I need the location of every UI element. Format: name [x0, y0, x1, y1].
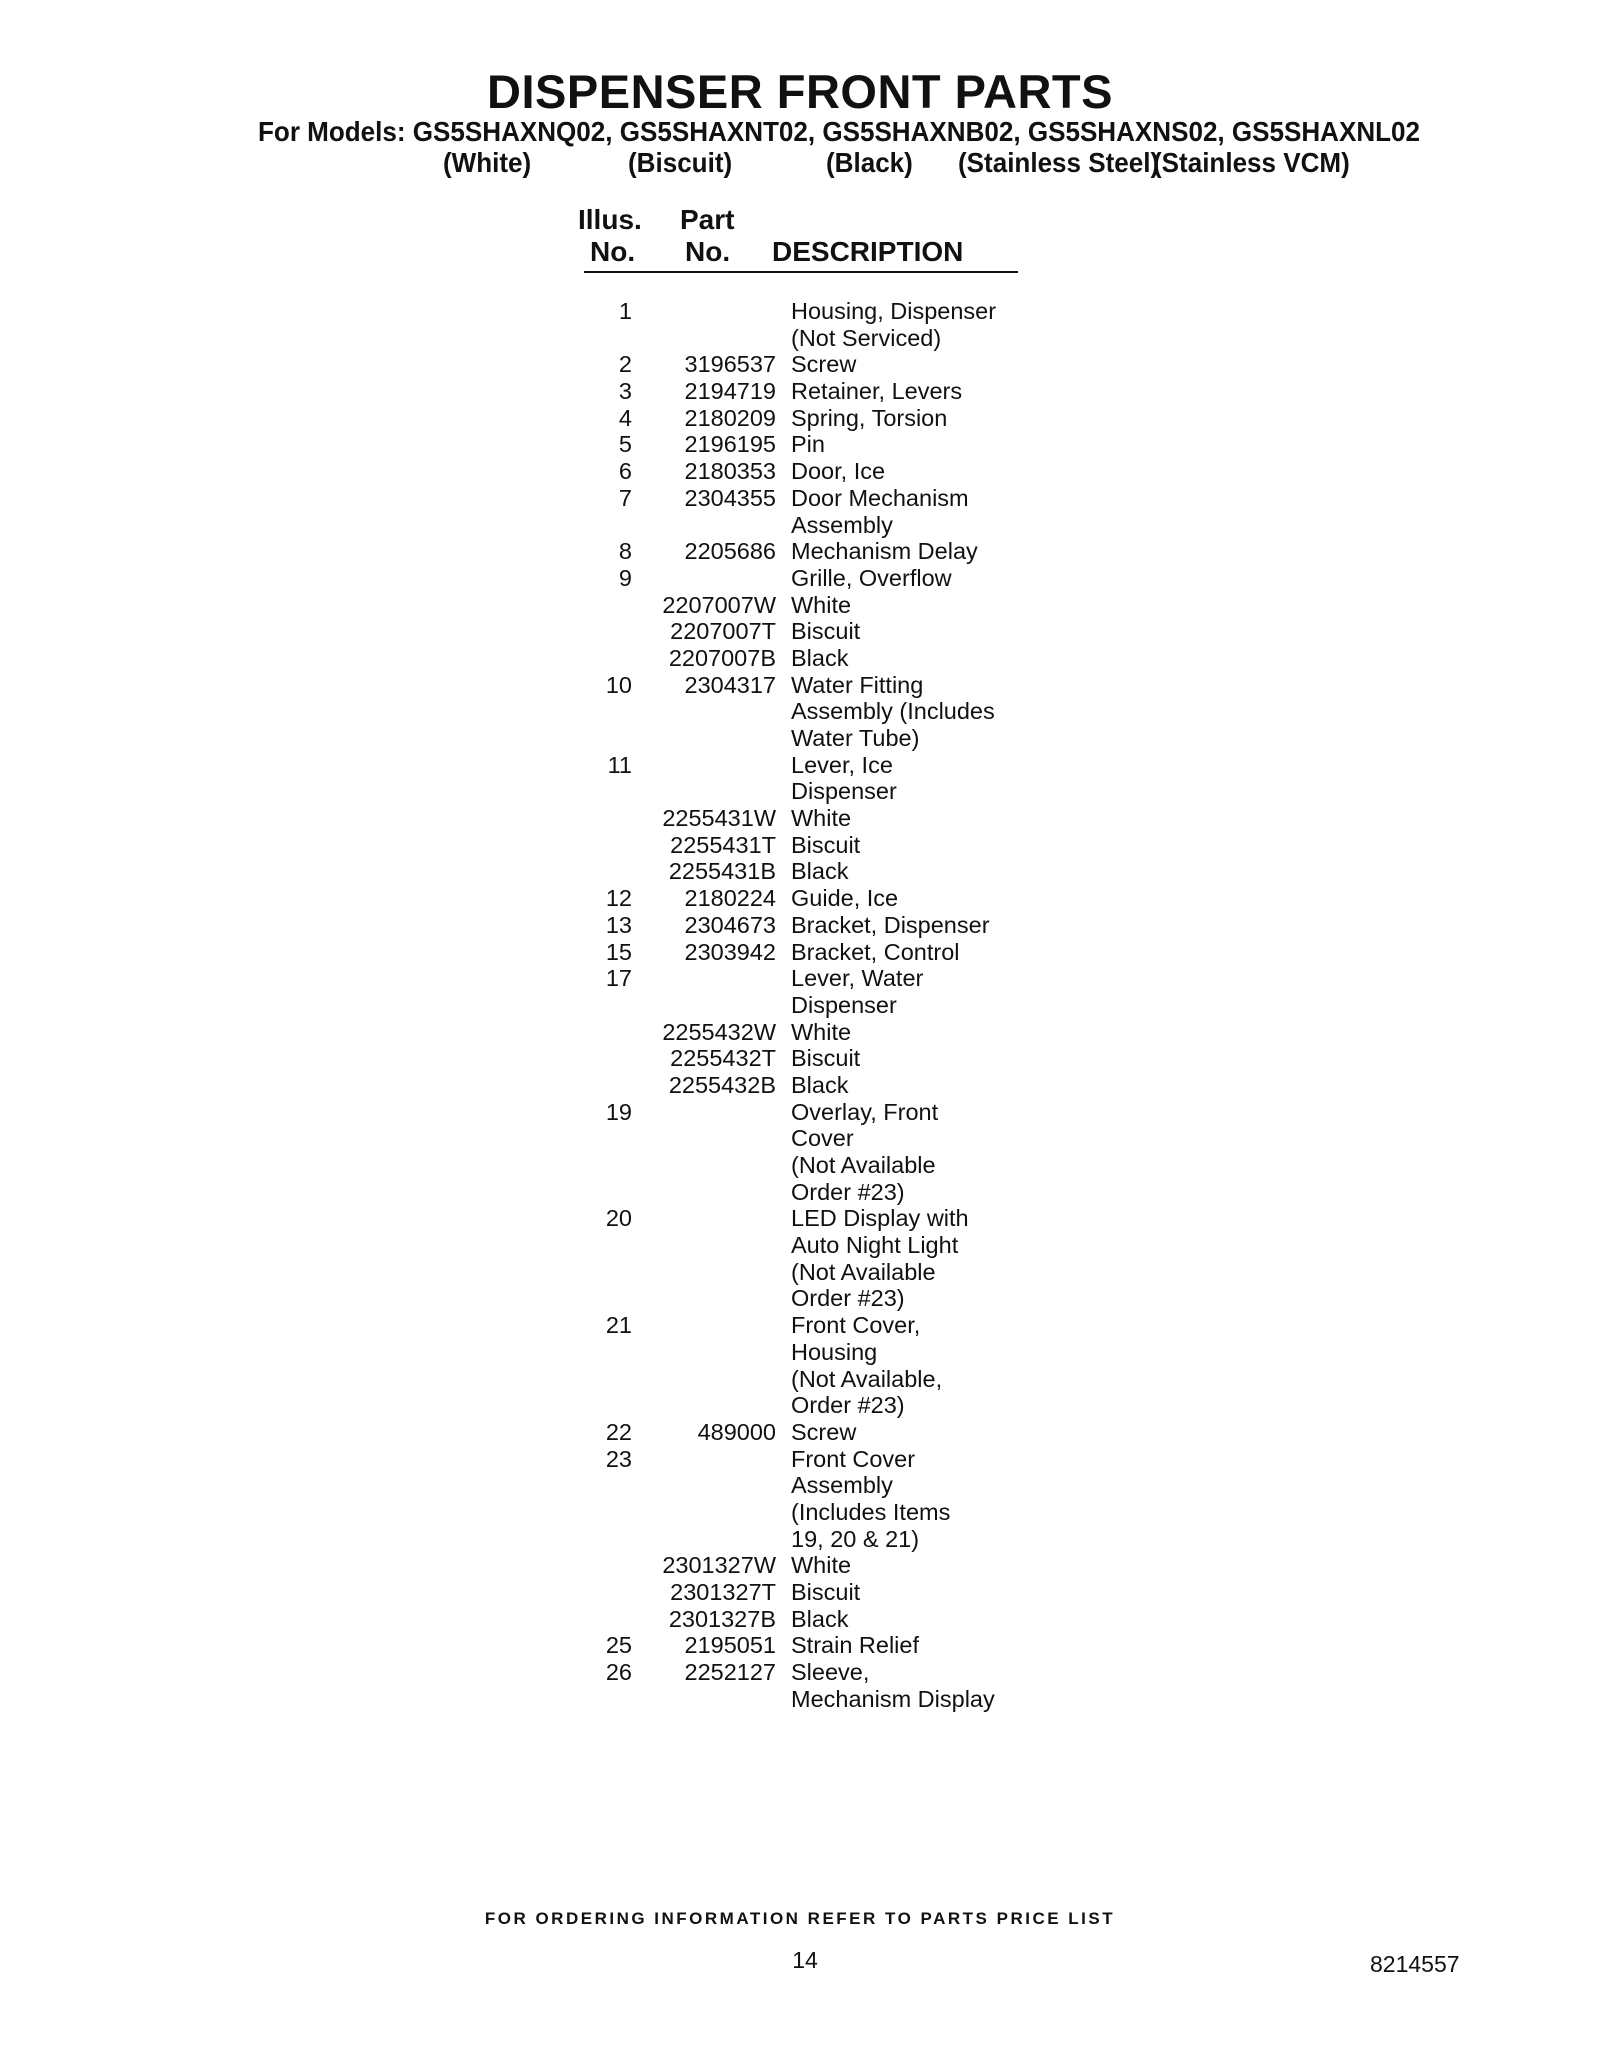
part-description: Biscuit — [791, 831, 861, 858]
part-description: White — [791, 591, 852, 618]
table-row — [0, 1072, 1600, 1099]
document-number: 8214557 — [1370, 1951, 1460, 1977]
table-row — [0, 1632, 1600, 1659]
table-row — [0, 1419, 1600, 1446]
part-description: Dispenser — [791, 991, 897, 1018]
part-description: Bracket, Dispenser — [791, 911, 990, 938]
table-row — [0, 325, 1600, 352]
table-row — [0, 618, 1600, 645]
part-description: (Not Available — [791, 1258, 936, 1285]
illus-number: 1 — [618, 298, 632, 324]
part-description: White — [791, 1018, 852, 1045]
header-description: DESCRIPTION — [772, 236, 964, 267]
variant-label: (Biscuit) — [628, 147, 733, 178]
part-description: Pin — [791, 431, 825, 458]
part-number: 2301327B — [668, 1605, 776, 1632]
part-description: Auto Night Light — [791, 1232, 959, 1259]
part-description: Lever, Ice — [791, 751, 893, 778]
part-description: (Includes Items — [791, 1498, 951, 1525]
illus-number: 3 — [618, 378, 632, 405]
part-number: 2205686 — [684, 538, 776, 565]
variant-label: (Black) — [826, 147, 913, 178]
table-row — [0, 1205, 1600, 1232]
table-row — [0, 405, 1600, 432]
part-number: 2304355 — [684, 484, 776, 511]
part-description: Front Cover, — [791, 1312, 921, 1339]
part-number: 2195051 — [684, 1632, 776, 1659]
illus-number: 2 — [618, 351, 632, 378]
table-row — [0, 698, 1600, 725]
part-description: Overlay, Front — [791, 1098, 939, 1125]
part-description: Guide, Ice — [791, 885, 899, 912]
table-row — [0, 1152, 1600, 1179]
part-number: 2304673 — [684, 911, 776, 938]
part-description: Bracket, Control — [791, 938, 960, 965]
variant-label: (Stainless VCM) — [1153, 147, 1350, 178]
table-row — [0, 752, 1600, 779]
table-row — [0, 725, 1600, 752]
part-description: Front Cover — [791, 1445, 916, 1472]
table-row — [0, 832, 1600, 859]
table-row — [0, 645, 1600, 672]
table-row — [0, 858, 1600, 885]
part-description: Dispenser — [791, 778, 897, 805]
header-divider — [584, 271, 1018, 273]
part-description: Biscuit — [791, 1045, 861, 1072]
part-description: Sleeve, — [791, 1659, 870, 1686]
table-row — [0, 592, 1600, 619]
part-description: Mechanism Delay — [791, 538, 978, 565]
parts-table — [0, 298, 1600, 1712]
part-description: Screw — [791, 351, 857, 378]
part-description: Housing, Dispenser — [791, 298, 997, 324]
part-description: Retainer, Levers — [791, 378, 963, 405]
part-description: Strain Relief — [791, 1632, 919, 1659]
header-part-no: No. — [685, 236, 731, 267]
illus-number: 11 — [607, 751, 632, 778]
table-row — [0, 1446, 1600, 1473]
part-description: (Not Serviced) — [791, 324, 942, 351]
part-number: 2196195 — [684, 431, 776, 458]
table-row — [0, 538, 1600, 565]
part-number: 2304317 — [684, 671, 776, 698]
table-row — [0, 1019, 1600, 1046]
part-number: 2255432T — [670, 1045, 776, 1072]
part-number: 2207007B — [668, 644, 776, 671]
header-illus-no: No. — [590, 236, 636, 267]
part-number: 2255432B — [668, 1071, 776, 1098]
part-description: Cover — [791, 1125, 854, 1152]
illus-number: 13 — [605, 911, 632, 938]
table-row — [0, 1099, 1600, 1126]
variant-label: (White) — [443, 147, 532, 178]
table-row — [0, 939, 1600, 966]
table-row — [0, 672, 1600, 699]
page-number: 14 — [792, 1947, 818, 1973]
table-row — [0, 778, 1600, 805]
part-number: 2255432W — [662, 1018, 776, 1045]
table-row — [0, 351, 1600, 378]
table-row — [0, 485, 1600, 512]
illus-number: 22 — [605, 1418, 632, 1445]
illus-number: 20 — [605, 1205, 632, 1232]
illus-number: 7 — [618, 484, 632, 511]
variant-label: (Stainless Steel) — [958, 147, 1160, 178]
illus-number: 25 — [605, 1632, 632, 1659]
illus-number: 8 — [618, 538, 632, 565]
table-row — [0, 885, 1600, 912]
part-description: Assembly (Includes — [791, 698, 995, 725]
part-description: Water Fitting — [791, 671, 924, 698]
part-description: Order #23) — [791, 1178, 905, 1205]
part-description: Order #23) — [791, 1285, 905, 1312]
illus-number: 19 — [605, 1098, 632, 1125]
part-description: White — [791, 805, 852, 832]
table-row — [0, 1339, 1600, 1366]
part-description: Order #23) — [791, 1392, 905, 1419]
part-number: 2255431W — [662, 805, 776, 832]
part-number: 2301327W — [662, 1552, 776, 1579]
table-row — [0, 1686, 1600, 1713]
illus-number: 23 — [605, 1445, 632, 1472]
table-row — [0, 1125, 1600, 1152]
table-row — [0, 1659, 1600, 1686]
part-description: Door Mechanism — [791, 484, 969, 511]
table-row — [0, 298, 1600, 325]
illus-number: 12 — [605, 885, 632, 912]
table-row — [0, 1579, 1600, 1606]
part-number: 489000 — [697, 1418, 776, 1445]
table-row — [0, 512, 1600, 539]
table-row — [0, 458, 1600, 485]
part-number: 3196537 — [684, 351, 776, 378]
header-part: Part — [680, 204, 735, 235]
part-description: Black — [791, 1605, 849, 1632]
part-description: Water Tube) — [791, 725, 920, 751]
table-row — [0, 912, 1600, 939]
part-description: (Not Available — [791, 1152, 936, 1178]
table-row — [0, 1392, 1600, 1419]
table-row — [0, 1366, 1600, 1393]
part-description: Lever, Water — [791, 965, 924, 992]
part-description: White — [791, 1552, 852, 1579]
part-description: Mechanism Display — [791, 1685, 995, 1712]
part-description: Assembly — [791, 1472, 893, 1499]
table-row — [0, 1259, 1600, 1286]
part-description: Door, Ice — [791, 458, 886, 485]
part-number: 2301327T — [670, 1579, 776, 1605]
table-row — [0, 1552, 1600, 1579]
table-row — [0, 1606, 1600, 1633]
part-description: LED Display with — [791, 1205, 969, 1232]
illus-number: 10 — [605, 671, 632, 698]
part-number: 2207007T — [670, 618, 776, 645]
part-description: Black — [791, 1071, 849, 1098]
part-description: Biscuit — [791, 618, 861, 645]
illus-number: 9 — [618, 564, 632, 591]
illus-number: 21 — [605, 1312, 632, 1339]
illus-number: 26 — [605, 1659, 632, 1686]
part-description: Housing — [791, 1338, 878, 1365]
illus-number: 4 — [618, 404, 632, 431]
part-number: 2303942 — [684, 938, 776, 965]
part-description: Black — [791, 858, 849, 885]
table-row — [0, 992, 1600, 1019]
part-description: Black — [791, 644, 849, 671]
part-number: 2255431T — [670, 831, 776, 858]
table-row — [0, 1045, 1600, 1072]
table-row — [0, 378, 1600, 405]
table-row — [0, 1179, 1600, 1206]
part-number: 2255431B — [668, 858, 776, 885]
table-row — [0, 1526, 1600, 1553]
part-description: Screw — [791, 1418, 857, 1445]
part-description: Spring, Torsion — [791, 404, 948, 431]
part-number: 2252127 — [684, 1659, 776, 1686]
illus-number: 6 — [618, 458, 632, 485]
table-row — [0, 965, 1600, 992]
models-line: For Models: GS5SHAXNQ02, GS5SHAXNT02, GS5SHAXNB02, GS5SHAXNS02, GS5SHAXNL02 — [258, 116, 1421, 147]
part-description: Biscuit — [791, 1579, 861, 1605]
table-row — [0, 1472, 1600, 1499]
table-row — [0, 1312, 1600, 1339]
table-row — [0, 1232, 1600, 1259]
table-row — [0, 565, 1600, 592]
part-number: 2194719 — [684, 378, 776, 405]
illus-number: 15 — [605, 938, 632, 965]
table-row — [0, 805, 1600, 832]
table-row — [0, 1285, 1600, 1312]
part-number: 2180209 — [684, 404, 776, 431]
part-number: 2180224 — [684, 885, 776, 912]
part-description: 19, 20 & 21) — [791, 1525, 920, 1552]
table-row — [0, 1499, 1600, 1526]
page-title: DISPENSER FRONT PARTS — [487, 65, 1113, 118]
part-number: 2207007W — [662, 591, 776, 618]
part-description: Assembly — [791, 511, 893, 538]
header-illus: Illus. — [578, 204, 642, 235]
part-description: Grille, Overflow — [791, 564, 952, 591]
part-description: (Not Available, — [791, 1365, 943, 1392]
illus-number: 5 — [618, 431, 632, 458]
table-row — [0, 431, 1600, 458]
footer-note: FOR ORDERING INFORMATION REFER TO PARTS PRICE LIST — [484, 1909, 1116, 1928]
part-number: 2180353 — [684, 458, 776, 485]
illus-number: 17 — [605, 965, 632, 992]
